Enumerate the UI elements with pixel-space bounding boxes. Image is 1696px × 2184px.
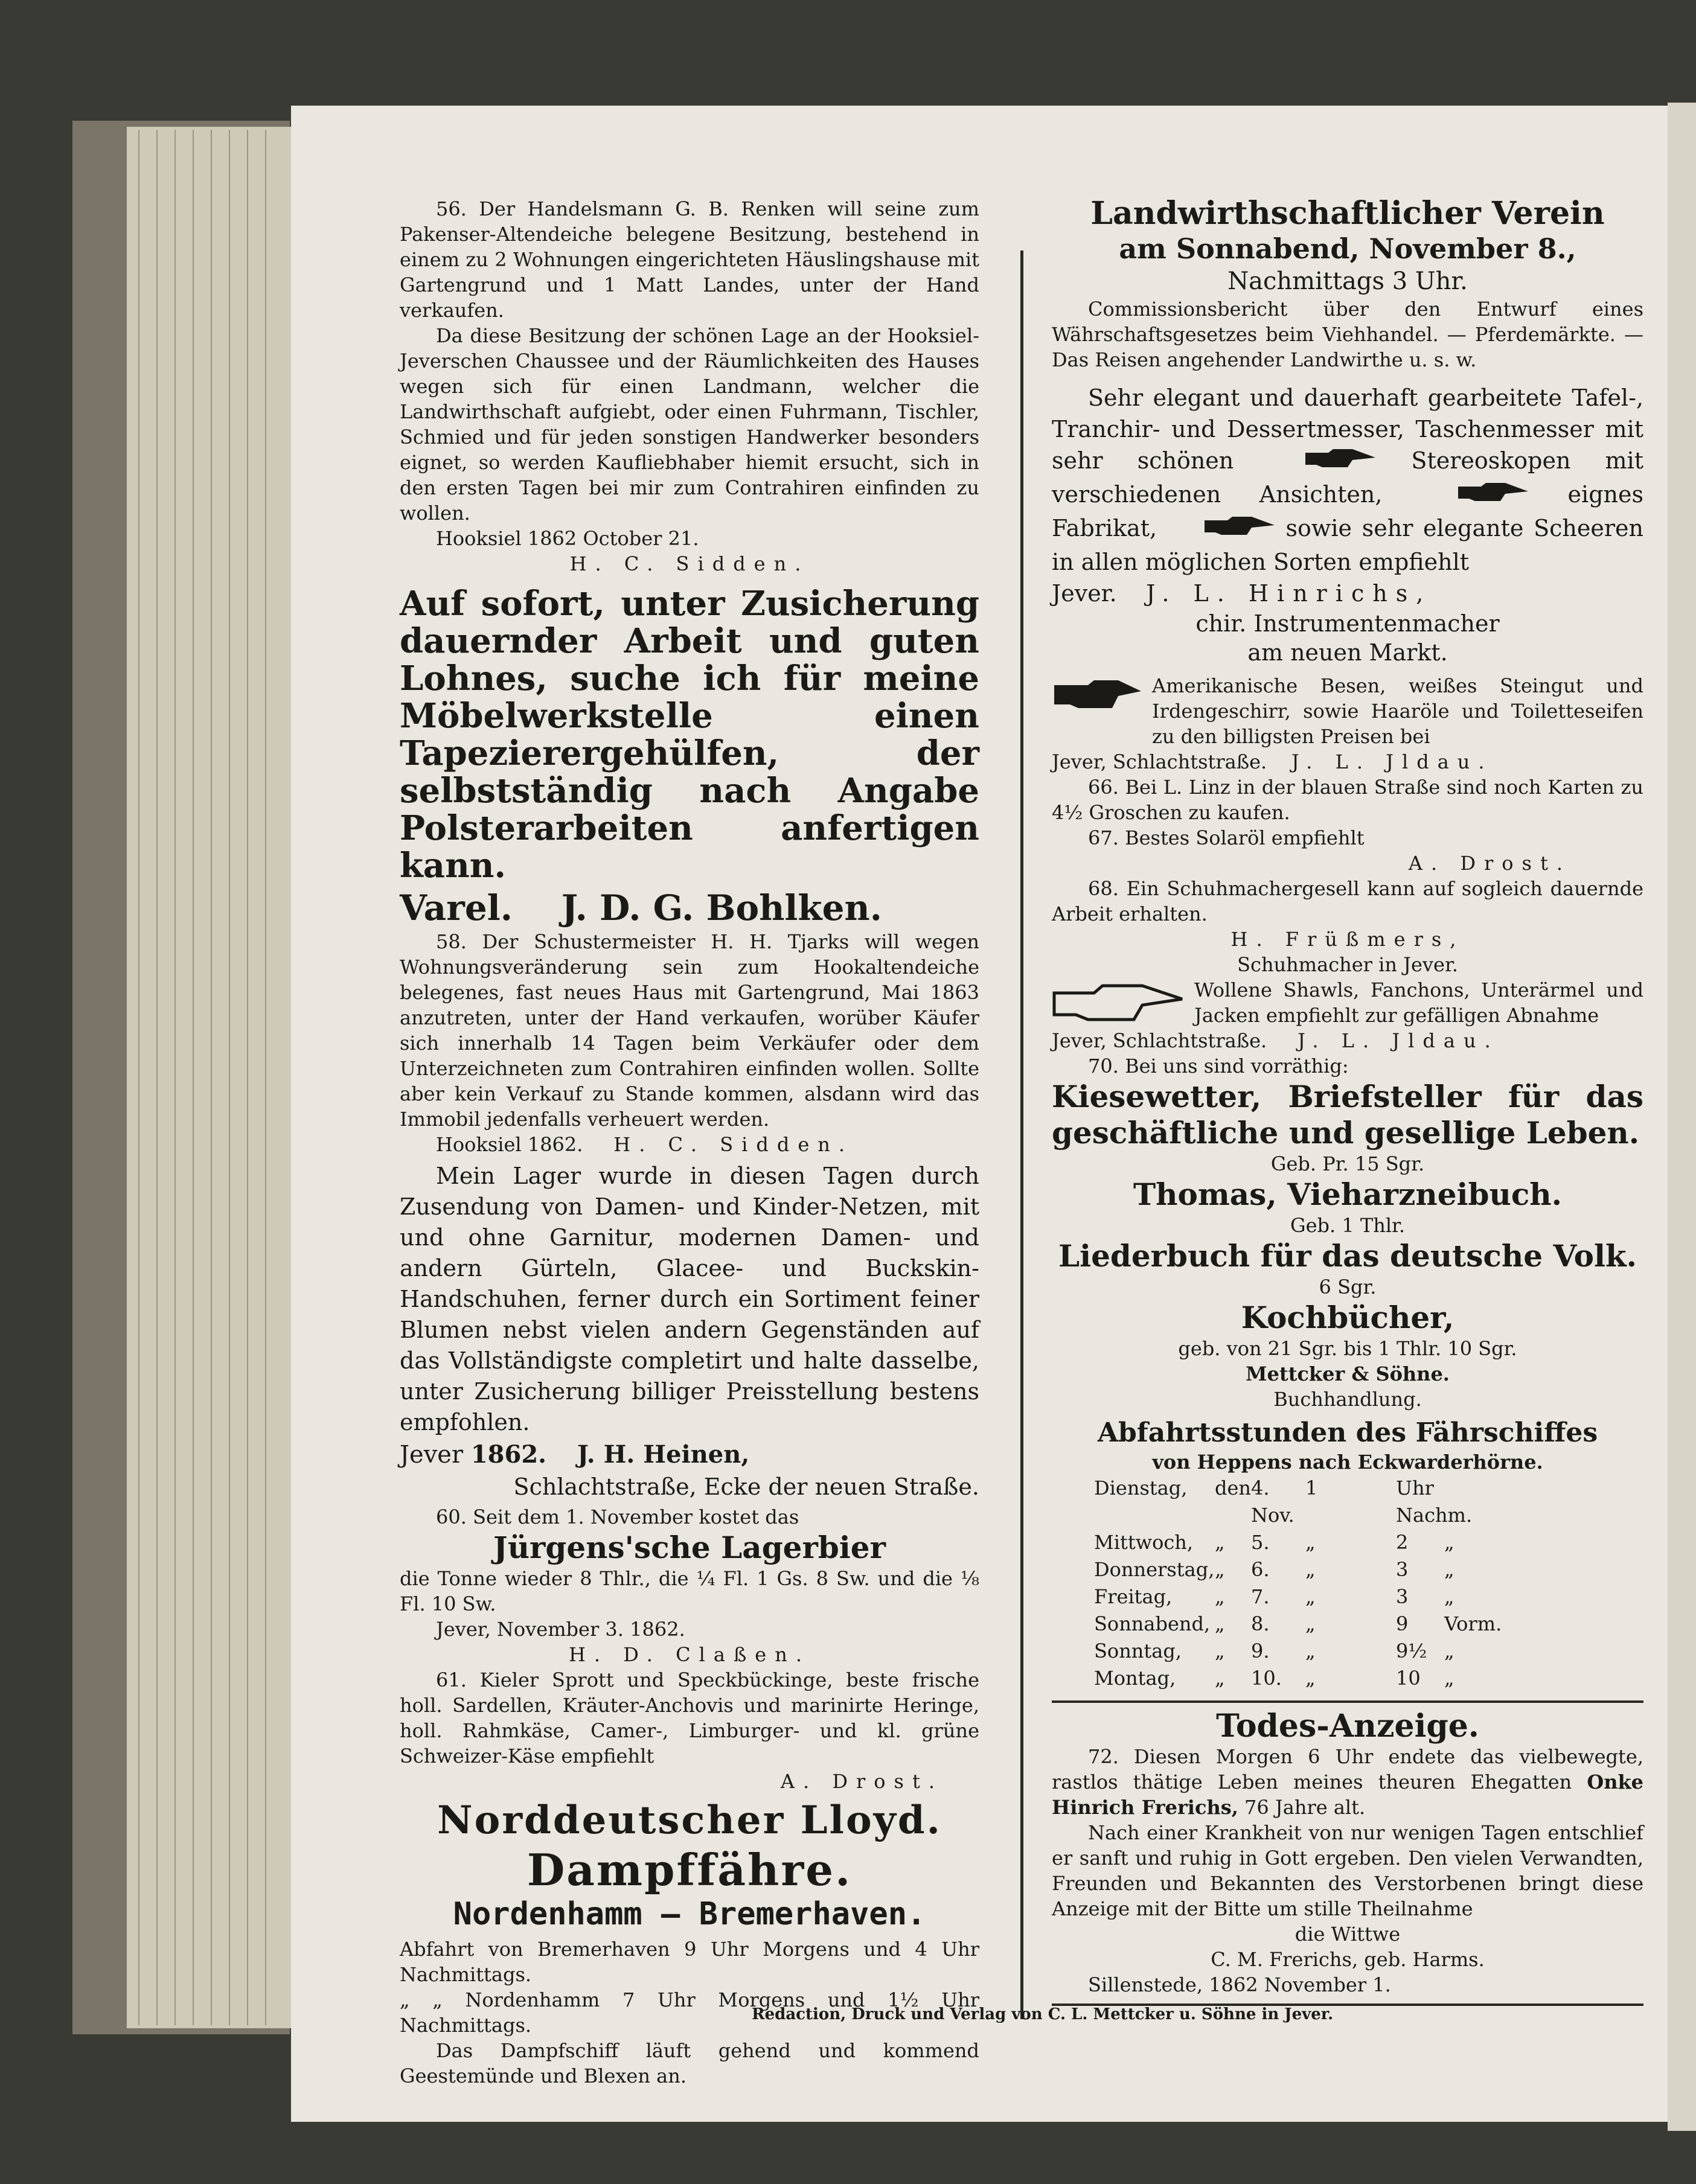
book-1-price: Geb. Pr. 15 Sgr. bbox=[1270, 1152, 1425, 1175]
shawls-ad bbox=[1052, 977, 1643, 1053]
newspaper-page bbox=[291, 106, 1668, 2122]
lloyd-ad bbox=[400, 1798, 979, 2089]
schedule-cell: „ bbox=[1215, 1585, 1225, 1608]
divider bbox=[1052, 1700, 1643, 1703]
messer-text-2: Stereoskopen bbox=[1411, 447, 1571, 474]
messer-place: Jever. bbox=[1052, 580, 1117, 607]
schedule-row bbox=[1094, 1583, 1643, 1611]
book-2-title: Thomas, Vieharzneibuch. bbox=[1133, 1177, 1563, 1212]
pointing-hand-icon bbox=[1421, 481, 1529, 512]
book-4-title: Kochbücher, bbox=[1241, 1300, 1454, 1335]
todes-signature: C. M. Frerichs, geb. Harms. bbox=[1211, 1948, 1485, 1971]
schedule-cell: „ bbox=[1215, 1612, 1225, 1635]
ad-56 bbox=[400, 196, 979, 576]
ad-61-signature: A. Drost. bbox=[780, 1770, 943, 1793]
right-column bbox=[1052, 196, 1643, 1997]
ad-66: 66. Bei L. Linz in der blauen Straße sind noch Karten zu 4½ Groschen zu kaufen. bbox=[1052, 776, 1643, 824]
schedule-cell: 3 bbox=[1396, 1558, 1409, 1581]
books-ad bbox=[1052, 1053, 1643, 1412]
verein-ad bbox=[1052, 196, 1643, 372]
lloyd-subtitle: Dampffähre. bbox=[526, 1844, 853, 1895]
ad-57-signature: J. D. G. Bohlken. bbox=[561, 887, 882, 928]
verein-date: am Sonnabend, November 8., bbox=[1119, 232, 1576, 265]
besen-signature: J. L. Jldau. bbox=[1291, 750, 1493, 773]
ad-60 bbox=[400, 1504, 979, 1667]
todes-date: Sillenstede, 1862 November 1. bbox=[1088, 1973, 1391, 1996]
ad-59-signature: J. H. Heinen, bbox=[577, 1440, 750, 1469]
ad-57-headline: Auf sofort, unter Zusicherung dauernder Arbeit und guten Lohnes, suche ich für meine Möbelwerkstelle einen Tapezierergehülfen, der selbstständig nach Angabe Polsterarbeiten anfertigen kann. bbox=[400, 584, 979, 886]
faehre-ad bbox=[1052, 1417, 1643, 1703]
shawls-text: Wollene Shawls, Fanchons, Unterärmel und Jacken empfiehlt zur gefälligen Abnahme bbox=[1194, 979, 1643, 1027]
messer-title-2: am neuen Markt. bbox=[1247, 639, 1448, 666]
ad-68-text: 68. Ein Schuhmachergesell kann auf sogleich dauernde Arbeit erhalten. bbox=[1052, 877, 1643, 925]
lloyd-route: Nordenhamm — Bremerhaven. bbox=[453, 1896, 926, 1932]
schedule-row bbox=[1094, 1611, 1643, 1638]
messer-text-3: mit verschiedenen Ansichten, bbox=[1052, 447, 1643, 508]
ad-59-year: 1862. bbox=[470, 1440, 547, 1469]
faehre-schedule bbox=[1052, 1475, 1643, 1692]
pointing-hand-icon bbox=[1167, 514, 1276, 546]
schedule-cell: „ bbox=[1305, 1612, 1316, 1635]
pointing-hand-icon bbox=[1268, 447, 1377, 479]
ad-57-place: Varel. bbox=[400, 887, 513, 928]
schedule-cell: den bbox=[1215, 1477, 1252, 1499]
pointing-hand-icon bbox=[1052, 673, 1142, 718]
schedule-cell: „ bbox=[1305, 1585, 1316, 1608]
ad-60-date: Jever, November 3. 1862. bbox=[436, 1618, 685, 1641]
besen-place: Jever, Schlachtstraße. bbox=[1052, 750, 1267, 773]
ad-58-date: Hooksiel 1862. bbox=[436, 1133, 583, 1156]
schedule-cell: 10 bbox=[1396, 1667, 1421, 1690]
left-column bbox=[400, 196, 979, 2089]
ad-59-text: Mein Lager wurde in diesen Tagen durch Zusendung von Damen- und Kinder-Netzen, mit und ohne Garnitur, modernen Damen- und andern Gürteln, Glacee- und Buckskin-Handschuhen, ferner durch ein Sortiment feiner Blumen nebst vielen andern Gegenständen auf das Vollständigste completirt und halte dasselbe, unter Zusicherung billiger Preisstellung bestens empfohlen. bbox=[400, 1163, 979, 1435]
schedule-cell: Dienstag, bbox=[1094, 1477, 1188, 1499]
todes-text-1: 72. Diesen Morgen 6 Uhr endete das vielbewegte, rastlos thätige Leben meines theuren Ehegatten bbox=[1052, 1745, 1643, 1793]
ad-56-signature: H. C. Sidden. bbox=[569, 552, 810, 575]
ad-59-place: Jever bbox=[400, 1441, 464, 1469]
books-signature-2: Buchhandlung. bbox=[1273, 1388, 1422, 1411]
schedule-cell: 1 bbox=[1305, 1477, 1318, 1499]
schedule-cell: 3 bbox=[1396, 1585, 1409, 1608]
books-intro: 70. Bei uns sind vorräthig: bbox=[1088, 1055, 1349, 1078]
schedule-cell: „ bbox=[1215, 1667, 1225, 1690]
ad-58-text: 58. Der Schustermeister H. H. Tjarks will wegen Wohnungsveränderung sein zum Hookaltendeiche belegenes, fast neues Haus mit Gartengrund, Mai 1863 anzutreten, unter der Hand verkaufen, worüber Käufer sich innerhalb 14 Tagen beim Verkäufer oder dem Unterzeichneten zum Contrahiren einfinden wollen. Sollte aber kein Verkauf zu Stande kommen, alsdann wird das Immobil jedenfalls verheuert werden. bbox=[400, 930, 979, 1131]
todes-name: Onke Hinrich Frerichs, bbox=[1052, 1771, 1644, 1819]
todes-text-2: 76 Jahre alt. bbox=[1244, 1796, 1366, 1819]
schedule-cell: „ bbox=[1444, 1531, 1454, 1554]
schedule-cell: 9. bbox=[1251, 1640, 1270, 1662]
ad-56-text-2: Da diese Besitzung der schönen Lage an der Hooksiel-Jeverschen Chaussee und der Räumlichkeiten des Hauses wegen sich für einen Landmann, welcher die Landwirthschaft aufgiebt, oder einen Fuhrmann, Tischler, Schmied und für jeden sonstigen Handwerker besonders eignet, so werden Kaufliebhaber hiemit ersucht, sich in den ersten Tagen bei mir zum Contrahiren einfinden zu wollen. bbox=[400, 324, 979, 525]
schedule-cell: „ bbox=[1215, 1531, 1225, 1554]
schedule-cell: Uhr Nachm. bbox=[1396, 1477, 1473, 1527]
todes-title: Todes-Anzeige. bbox=[1216, 1708, 1479, 1745]
schedule-cell: „ bbox=[1444, 1667, 1454, 1690]
schedule-cell: 2 bbox=[1396, 1531, 1409, 1554]
ad-67-signature: A. Drost. bbox=[1408, 852, 1571, 875]
schedule-cell: „ bbox=[1305, 1531, 1316, 1554]
messer-title-1: chir. Instrumentenmacher bbox=[1195, 610, 1500, 637]
shawls-place: Jever, Schlachtstraße. bbox=[1052, 1029, 1267, 1052]
schedule-row bbox=[1094, 1556, 1643, 1583]
lloyd-title: Norddeutscher Lloyd. bbox=[437, 1798, 942, 1843]
schedule-cell: „ bbox=[1305, 1558, 1316, 1581]
schedule-cell: „ bbox=[1444, 1585, 1454, 1608]
faehre-subtitle: von Heppens nach Eckwarderhörne. bbox=[1152, 1451, 1543, 1474]
schedule-row bbox=[1094, 1529, 1643, 1556]
books-signature: Mettcker & Söhne. bbox=[1246, 1362, 1450, 1385]
schedule-cell: 10. bbox=[1251, 1667, 1282, 1690]
schedule-cell: „ bbox=[1444, 1640, 1454, 1662]
schedule-cell: Sonnabend, bbox=[1094, 1612, 1211, 1635]
schedule-cell: „ bbox=[1444, 1558, 1454, 1581]
schedule-cell: Sonntag, bbox=[1094, 1640, 1182, 1662]
schedule-cell: 8. bbox=[1251, 1612, 1270, 1635]
lloyd-line-2: „ „ Nordenhamm 7 Uhr Morgens und 1½ Uhr Nachmittags. bbox=[400, 1988, 979, 2037]
ad-58-signature: H. C. Sidden. bbox=[613, 1133, 854, 1156]
schedule-cell: 5. bbox=[1251, 1531, 1270, 1554]
lloyd-line-3: Das Dampfschiff läuft gehend und kommend Geestemünde und Blexen an. bbox=[400, 2039, 979, 2087]
ad-57 bbox=[400, 585, 979, 929]
lloyd-line-1: Abfahrt von Bremerhaven 9 Uhr Morgens und 4 Uhr Nachmittags. bbox=[400, 1938, 979, 1986]
besen-text: Amerikanische Besen, weißes Steingut und Irdengeschirr, sowie Haaröle und Toiletteseifen zu den billigsten Preisen bei bbox=[1152, 674, 1643, 748]
schedule-cell: 4. Nov. bbox=[1251, 1477, 1294, 1527]
todes-widow: die Wittwe bbox=[1294, 1923, 1401, 1946]
book-1-title: Kiesewetter, Briefsteller für das geschäftliche und gesellige Leben. bbox=[1052, 1079, 1643, 1151]
messer-signature: J. L. Hinrichs, bbox=[1146, 580, 1432, 607]
schedule-cell: „ bbox=[1215, 1640, 1225, 1662]
ad-59-address: Schlachtstraße, Ecke der neuen Straße. bbox=[513, 1474, 979, 1500]
ad-60-text: die Tonne wieder 8 Thlr., die ¼ Fl. 1 Gs. 8 Sw. und die ⅛ Fl. 10 Sw. bbox=[400, 1567, 979, 1615]
book-2-price: Geb. 1 Thlr. bbox=[1290, 1214, 1405, 1237]
ad-60-title: Jürgens'sche Lagerbier bbox=[493, 1530, 886, 1565]
column-divider bbox=[1020, 251, 1023, 2019]
verein-agenda: Commissionsbericht über den Entwurf eines Währschaftsgesetzes beim Viehhandel. — Pferdemärkte. — Das Reisen angehender Landwirthe u. s. w. bbox=[1052, 298, 1643, 371]
schedule-cell: 7. bbox=[1251, 1585, 1270, 1608]
schedule-row bbox=[1094, 1665, 1643, 1692]
verein-title: Landwirthschaftlicher Verein bbox=[1090, 195, 1605, 232]
book-4-price: geb. von 21 Sgr. bis 1 Thlr. 10 Sgr. bbox=[1178, 1337, 1517, 1360]
imprint: Redaction, Druck und Verlag von C. L. Mettcker u. Söhne in Jever. bbox=[752, 2005, 1334, 2023]
todes-anzeige bbox=[1052, 1709, 1643, 1997]
schedule-cell: „ bbox=[1215, 1558, 1225, 1581]
ad-61 bbox=[400, 1667, 979, 1794]
verein-time: Nachmittags 3 Uhr. bbox=[1227, 267, 1468, 295]
ad-60-signature: H. D. Claßen. bbox=[569, 1643, 810, 1666]
schedule-cell: Vorm. bbox=[1444, 1612, 1502, 1635]
ad-58 bbox=[400, 929, 979, 1157]
schedule-cell: Freitag, bbox=[1094, 1585, 1173, 1608]
ad-60-intro: 60. Seit dem 1. November kostet das bbox=[436, 1505, 799, 1528]
schedule-cell: Mittwoch, bbox=[1094, 1531, 1194, 1554]
pointing-hand-icon bbox=[1052, 977, 1185, 1028]
schedule-cell: 9 bbox=[1396, 1612, 1409, 1635]
book-3-price: 6 Sgr. bbox=[1319, 1276, 1377, 1298]
ad-67-text: 67. Bestes Solaröl empfiehlt bbox=[1088, 826, 1365, 849]
faehre-title: Abfahrtsstunden des Fährschiffes bbox=[1097, 1417, 1598, 1448]
schedule-cell: 9½ bbox=[1396, 1640, 1427, 1662]
messer-text: Sehr elegant und dauerhaft gearbeitete Tafel-, Tranchir- und Dessertmesser, Taschenmesser mit sehr schönen bbox=[1052, 385, 1643, 474]
schedule-cell: 6. bbox=[1251, 1558, 1270, 1581]
ad-68-signature: H. Früßmers, bbox=[1230, 928, 1465, 951]
ad-59 bbox=[400, 1161, 979, 1502]
schedule-row bbox=[1094, 1638, 1643, 1665]
ad-68-title: Schuhmacher in Jever. bbox=[1237, 953, 1458, 976]
schedule-cell: Montag, bbox=[1094, 1667, 1176, 1690]
messer-text-5: sowie sehr elegante Scheeren in allen möglichen Sorten empfiehlt bbox=[1052, 515, 1643, 575]
messer-ad bbox=[1052, 382, 1643, 667]
ad-68 bbox=[1052, 876, 1643, 977]
schedule-row bbox=[1094, 1475, 1643, 1529]
shawls-signature: J. L. Jldau. bbox=[1298, 1029, 1499, 1052]
besen-ad bbox=[1052, 673, 1643, 774]
ad-56-text: 56. Der Handelsmann G. B. Renken will seine zum Pakenser-Altendeiche belegene Besitzung, bestehend in einem zu 2 Wohnungen eingerichteten Häuslingshause mit Gartengrund und 1 Matt Landes, unter der Hand verkaufen. bbox=[400, 197, 979, 322]
book-3-title: Liederbuch für das deutsche Volk. bbox=[1058, 1238, 1637, 1274]
schedule-cell: „ bbox=[1305, 1667, 1316, 1690]
ad-61-text: 61. Kieler Sprott und Speckbückinge, beste frische holl. Sardellen, Kräuter-Anchovis und marinirte Heringe, holl. Rahmkäse, Camer-, Limburger- und kl. grüne Schweizer-Käse empfiehlt bbox=[400, 1668, 979, 1767]
schedule-cell: Donnerstag, bbox=[1094, 1558, 1215, 1581]
messer-text-4: eignes Fabrikat, bbox=[1052, 481, 1643, 541]
ad-56-date: Hooksiel 1862 October 21. bbox=[436, 527, 699, 550]
schedule-cell: „ bbox=[1305, 1640, 1316, 1662]
todes-text-3: Nach einer Krankheit von nur wenigen Tagen entschlief er sanft und ruhig in Gott ergeben. Den vielen Verwandten, Freunden und Bekannten des Verstorbenen bringt diese Anzeige mit der Bitte um stille Theilnahme bbox=[1052, 1821, 1643, 1920]
